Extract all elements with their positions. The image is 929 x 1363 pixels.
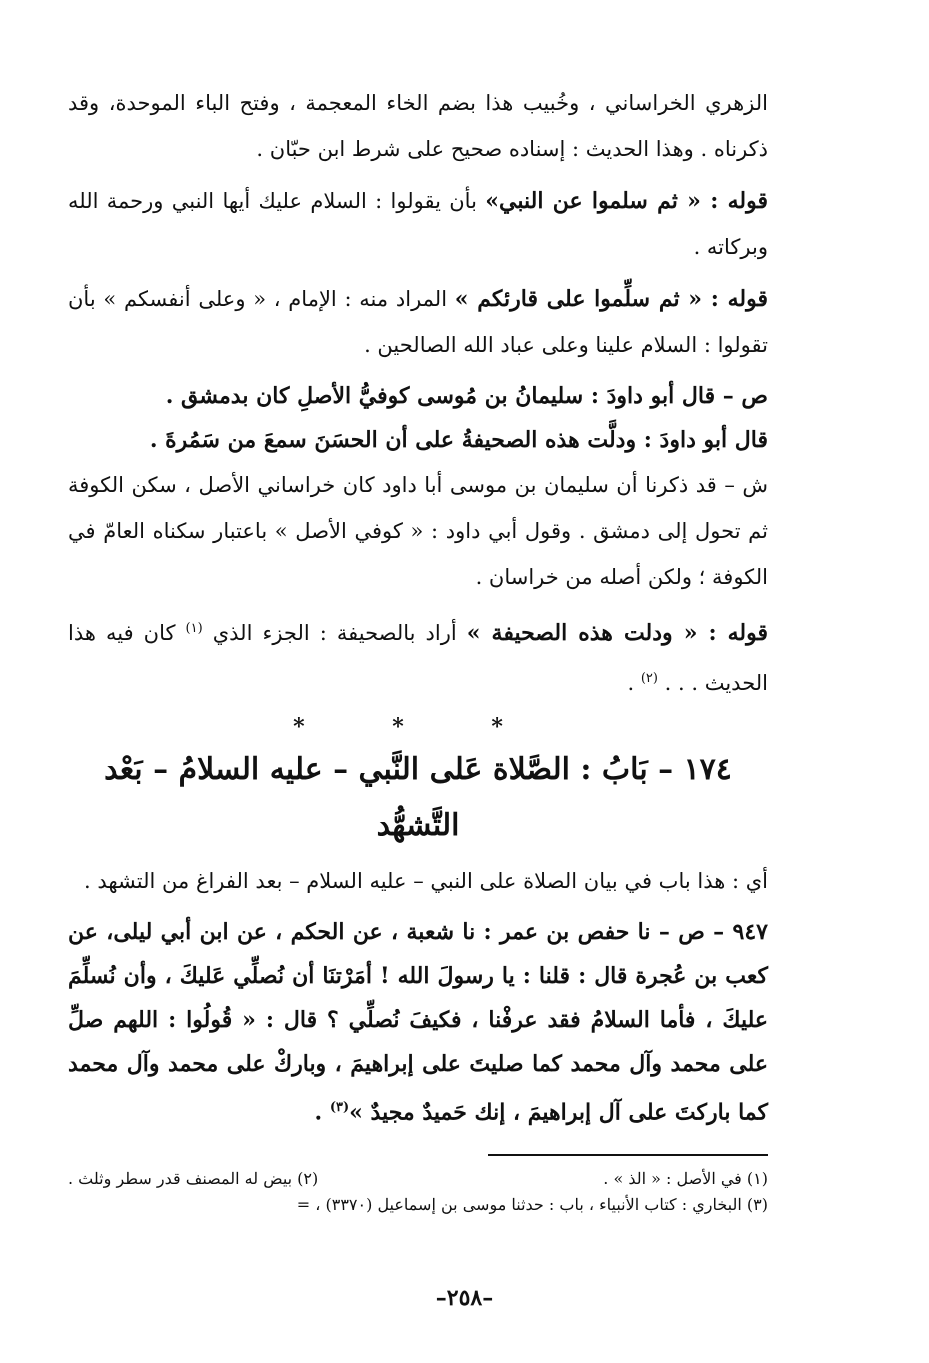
- footnote-1: (١) في الأصل : « الذ » .: [603, 1169, 768, 1189]
- page-body: [68, 80, 768, 1218]
- footnote-divider: [488, 1154, 768, 1156]
- footnote-2: (٢) بيض له المصنف قدر سطر وثلث .: [68, 1169, 319, 1189]
- paragraph-1: [68, 80, 768, 172]
- hadith-text: ٩٤٧ – ص – نا حفص بن عمر : نا شعبة ، عن الحكم ، عن ابن أبي ليلى، عن كعب بن عُجرة قال : قلنا : يا رسولَ الله ! أمَرْتنَا أن نُصلِّي عَليكَ ، وأن نُسلِّمَ عليكَ ، فأما السلامُ فقد عرفْنا ، فكيفَ نُصلِّي ؟ قال : « قُولُوا : اللهم صلِّ على محمد وآل محمد كما صليتَ على إبراهيمَ ، وباركْ على محمد وآل محمد كما باركتَ على آل إبراهيمَ ، إنك حَميدٌ مجيدٌ »: [68, 919, 768, 1126]
- chapter-title: ١٧٤ – بَابُ : الصَّلاة عَلى النَّبي – عليه السلامُ – بَعْد التَّشهُّد: [104, 752, 732, 843]
- paragraph-3-lead: قوله : « ثم سلِّموا على قارئكم »: [454, 286, 768, 312]
- section-separator-stars: * * *: [293, 714, 543, 740]
- hadith-end: .: [314, 1099, 330, 1126]
- paragraph-2-text: بأن يقولوا : السلام عليك أيها النبي ورحمة الله وبركاته .: [68, 189, 768, 259]
- footnote-ref-3: (٣): [329, 1100, 350, 1115]
- paragraph-3-text: المراد منه : الإمام ، « وعلى أنفسكم » بأن تقولوا : السلام علينا وعلى عباد الله الصالحين .: [68, 287, 768, 357]
- sharh-paragraph: ش – قد ذكرنا أن سليمان بن موسى أبا داود كان خراساني الأصل ، سكن الكوفة ثم تحول إلى دمشق . وقول أبي داود : « كوفي الأصل » باعتبار سكناه العامّ في الكوفة ؛ ولكن أصله من خراسان .: [68, 473, 768, 589]
- matn-line-2: قال أبو داودَ : ودلَّت هذه الصحيفةُ على أن الحسَنَ سمعَ من سَمُرةَ .: [149, 427, 768, 453]
- paragraph-sahifa-text-a: أراد بالصحيفة : الجزء الذي: [202, 621, 467, 645]
- paragraph-sahifa-text-b: كان فيه هذا الحديث . . .: [68, 621, 768, 695]
- footnotes-row-1: [68, 1166, 768, 1192]
- paragraph-3: [68, 276, 768, 368]
- paragraph-sahifa-end: .: [627, 671, 641, 695]
- footnote-ref-1: (١): [185, 621, 203, 636]
- paragraph-1-text: الزهري الخراساني ، وخُبيب هذا بضم الخاء المعجمة ، وفتح الباء الموحدة، وقد ذكرناه . وهذا الحديث : إسناده صحيح على شرط ابن حبّان .: [68, 91, 768, 161]
- footnotes: [68, 1166, 768, 1218]
- paragraph-sahifa: [68, 606, 768, 706]
- paragraph-2: [68, 178, 768, 270]
- page-number: –٢٥٨–: [435, 1285, 494, 1311]
- paragraph-sahifa-lead: قوله : « ودلت هذه الصحيفة »: [466, 620, 769, 646]
- hadith-947: [68, 910, 768, 1134]
- chapter-explanation: أي : هذا باب في بيان الصلاة على النبي – عليه السلام – بعد الفراغ من التشهد .: [84, 869, 768, 893]
- footnote-3: (٣) البخاري : كتاب الأنبياء ، باب : حدثنا موسى بن إسماعيل (٣٣٧٠) ، =: [296, 1195, 768, 1215]
- footnote-ref-2: (٢): [640, 671, 658, 686]
- matn-line-1: ص – قال أبو داودَ : سليمانُ بن مُوسى كوفيُّ الأصلِ كان بدمشق .: [165, 383, 768, 409]
- paragraph-2-lead: قوله : « ثم سلموا عن النبي»: [485, 188, 769, 214]
